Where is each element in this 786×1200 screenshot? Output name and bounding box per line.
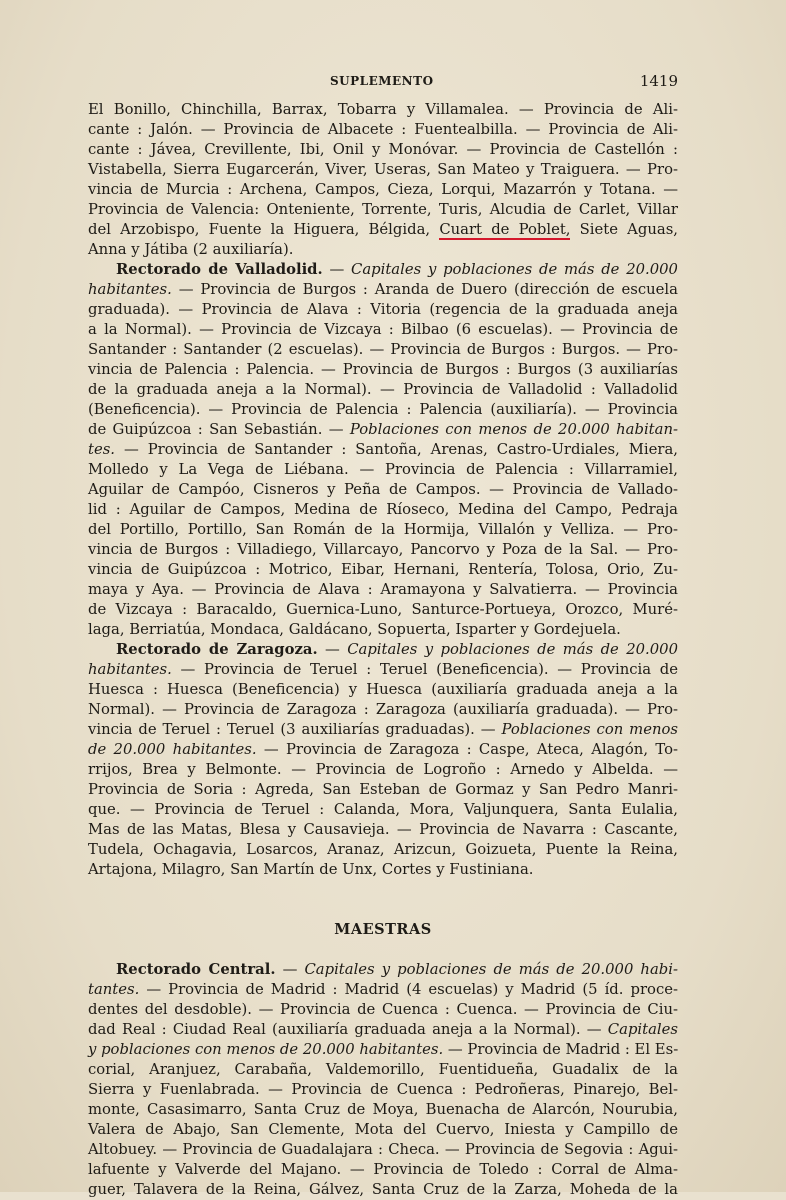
text-line: Sierra y Fuenlabrada. — Provincia de Cuenca : Pedroñeras, Pinarejo, Bel- bbox=[88, 1081, 678, 1098]
text-span: vincia de Teruel : Teruel (3 auxiliarías graduadas). — bbox=[88, 721, 502, 738]
text-span: — Provincia de Madrid : El Es- bbox=[443, 1041, 679, 1058]
text-line: monte, Casasimarro, Santa Cruz de Moya, Buenacha de Alarcón, Nourubia, bbox=[88, 1101, 678, 1118]
text-span: — bbox=[322, 261, 351, 278]
text-span: — Provincia de Zaragoza : Caspe, Ateca, Alagón, To- bbox=[256, 741, 679, 758]
italic-span: de 20.000 habitantes. bbox=[88, 741, 257, 758]
text-line bbox=[88, 660, 678, 680]
text-line bbox=[88, 1020, 678, 1040]
text-line bbox=[88, 420, 678, 440]
text-line: de Vizcaya : Baracaldo, Guernica-Luno, Santurce-Portueya, Orozco, Muré- bbox=[88, 601, 678, 618]
central-paragraph bbox=[88, 960, 678, 1200]
text-line: Santander : Santander (2 escuelas). — Provincia de Burgos : Burgos. — Pro- bbox=[88, 341, 678, 358]
italic-span: habitantes. bbox=[88, 281, 172, 298]
text-line: Provincia de Valencia: Onteniente, Torrente, Turis, Alcudia de Carlet, Villar bbox=[88, 201, 678, 218]
text-line: corial, Aranjuez, Carabaña, Valdemorillo, Fuentidueña, Guadalix de la bbox=[88, 1061, 678, 1078]
text-line: de la graduada aneja a la Normal). — Provincia de Valladolid : Valladolid bbox=[88, 381, 678, 398]
spacer bbox=[88, 940, 678, 960]
text-line: vincia de Murcia : Archena, Campos, Cieza, Lorqui, Mazarrón y Totana. — bbox=[88, 181, 678, 198]
italic-span: tantes. bbox=[88, 981, 140, 998]
intro-paragraph bbox=[88, 100, 678, 260]
text-line: graduada). — Provincia de Alava : Vitoria (regencia de la graduada aneja bbox=[88, 301, 678, 318]
running-title: SUPLEMENTO bbox=[330, 74, 434, 88]
text-line: vincia de Guipúzcoa : Motrico, Eibar, Hernani, Rentería, Tolosa, Orio, Zu- bbox=[88, 561, 678, 578]
text-line: vincia de Burgos : Villadiego, Villarcayo, Pancorvo y Poza de la Sal. — Pro- bbox=[88, 541, 678, 558]
section-heading-central: Rectorado Central. bbox=[116, 961, 276, 978]
text-line: Artajona, Milagro, San Martín de Unx, Cortes y Fustiniana. bbox=[88, 861, 534, 878]
text-span: — bbox=[275, 961, 305, 978]
text-span: dad Real : Ciudad Real (auxiliaría graduada aneja a la Normal). — bbox=[88, 1021, 608, 1038]
text-line: rrijos, Brea y Belmonte. — Provincia de Logroño : Arnedo y Albelda. — bbox=[88, 761, 678, 778]
text-line: El Bonillo, Chinchilla, Barrax, Tobarra y Villamalea. — Provincia de Ali- bbox=[88, 101, 678, 118]
maestras-title: MAESTRAS bbox=[334, 921, 432, 938]
text-line: guer, Talavera de la Reina, Gálvez, Santa Cruz de la Zarza, Moheda de la bbox=[88, 1181, 678, 1198]
text-line: Valera de Abajo, San Clemente, Mota del Cuervo, Iniesta y Campillo de bbox=[88, 1121, 678, 1138]
text-span: — Provincia de Madrid : Madrid (4 escuelas) y Madrid (5 íd. proce- bbox=[139, 981, 678, 998]
italic-span: Poblaciones con menos de 20.000 habitan- bbox=[349, 421, 678, 438]
italic-span: Capitales y poblaciones de más de 20.000 habi- bbox=[304, 961, 678, 978]
italic-span: Capitales y poblaciones de más de 20.000 bbox=[347, 641, 678, 658]
text-line: Provincia de Soria : Agreda, San Esteban de Gormaz y San Pedro Manri- bbox=[88, 781, 678, 798]
zaragoza-paragraph bbox=[88, 640, 678, 880]
text-line: Tudela, Ochagavia, Losarcos, Aranaz, Arizcun, Goizueta, Puente la Reina, bbox=[88, 841, 678, 858]
text-span: — Provincia de Teruel : Teruel (Beneficencia). — Provincia de bbox=[171, 661, 678, 678]
text-line bbox=[88, 980, 678, 1000]
text-line bbox=[88, 960, 678, 980]
spacer bbox=[88, 880, 678, 920]
text-span: — Provincia de Santander : Santoña, Arenas, Castro-Urdiales, Miera, bbox=[115, 441, 678, 458]
text-span: de Guipúzcoa : San Sebastián. — bbox=[88, 421, 350, 438]
text-line: lafuente y Valverde del Majano. — Provincia de Toledo : Corral de Alma- bbox=[88, 1161, 678, 1178]
text-line: del Portillo, Portillo, San Román de la Hormija, Villalón y Velliza. — Pro- bbox=[88, 521, 678, 538]
text-line: laga, Berriatúa, Mondaca, Galdácano, Sopuerta, Isparter y Gordejuela. bbox=[88, 621, 621, 638]
page-number: 1419 bbox=[639, 72, 678, 90]
text-line: vincia de Palencia : Palencia. — Provincia de Burgos : Burgos (3 auxiliarías bbox=[88, 361, 678, 378]
text-line bbox=[88, 1040, 678, 1060]
text-line: lid : Aguilar de Campos, Medina de Ríoseco, Medina del Campo, Pedraja bbox=[88, 501, 678, 518]
body-text bbox=[88, 100, 678, 1200]
text-line: Huesca : Huesca (Beneficencia) y Huesca (auxiliaría graduada aneja a la bbox=[88, 681, 678, 698]
text-line: Mas de las Matas, Blesa y Causavieja. — Provincia de Navarra : Cascante, bbox=[88, 821, 678, 838]
text-line bbox=[88, 260, 678, 280]
text-line: Normal). — Provincia de Zaragoza : Zaragoza (auxiliaría graduada). — Pro- bbox=[88, 701, 678, 718]
italic-span: Capitales y poblaciones de más de 20.000 bbox=[351, 261, 678, 278]
text-line: maya y Aya. — Provincia de Alava : Aramayona y Salvatierra. — Provincia bbox=[88, 581, 678, 598]
italic-span: Poblaciones con menos bbox=[501, 721, 678, 738]
italic-span: y poblaciones con menos de 20.000 habitantes. bbox=[88, 1041, 444, 1058]
valladolid-paragraph bbox=[88, 260, 678, 640]
text-span: — bbox=[317, 641, 348, 658]
text-line: (Beneficencia). — Provincia de Palencia : Palencia (auxiliaría). — Provincia bbox=[88, 401, 678, 418]
text-line: dentes del desdoble). — Provincia de Cuenca : Cuenca. — Provincia de Ciu- bbox=[88, 1001, 678, 1018]
text-line bbox=[88, 280, 678, 300]
text-line: cante : Jalón. — Provincia de Albacete : Fuentealbilla. — Provincia de Ali- bbox=[88, 121, 678, 138]
text-line bbox=[88, 740, 678, 760]
italic-span: Capitales bbox=[607, 1021, 678, 1038]
text-line: Altobuey. — Provincia de Guadalajara : Checa. — Provincia de Segovia : Agui- bbox=[88, 1141, 678, 1158]
text-line bbox=[88, 720, 678, 740]
text-line: Aguilar de Campóo, Cisneros y Peña de Campos. — Provincia de Vallado- bbox=[88, 481, 678, 498]
text-line bbox=[88, 640, 678, 660]
italic-span: habitantes. bbox=[88, 661, 172, 678]
page-header bbox=[88, 72, 678, 92]
underlined-town: Cuart de Poblet, bbox=[439, 221, 571, 238]
text-line bbox=[88, 220, 678, 240]
text-line: a la Normal). — Provincia de Vizcaya : Bilbao (6 escuelas). — Provincia de bbox=[88, 321, 678, 338]
text-line: Molledo y La Vega de Liébana. — Provincia de Palencia : Villarramiel, bbox=[88, 461, 678, 478]
text-line: cante : Jávea, Crevillente, Ibi, Onil y Monóvar. — Provincia de Castellón : bbox=[88, 141, 678, 158]
text-span: — Provincia de Burgos : Aranda de Duero (dirección de escuela bbox=[171, 281, 678, 298]
text-line: que. — Provincia de Teruel : Calanda, Mora, Valjunquera, Santa Eulalia, bbox=[88, 801, 678, 818]
text-span: del Arzobispo, Fuente la Higuera, Bélgida, bbox=[88, 221, 440, 238]
text-span: Siete Aguas, bbox=[570, 221, 678, 238]
text-line: Anna y Játiba (2 auxiliaría). bbox=[88, 241, 294, 258]
section-heading-valladolid: Rectorado de Valladolid. bbox=[116, 261, 323, 278]
italic-span: tes. bbox=[88, 441, 115, 458]
text-line: Vistabella, Sierra Eugarcerán, Viver, Useras, San Mateo y Traiguera. — Pro- bbox=[88, 161, 678, 178]
section-heading-zaragoza: Rectorado de Zaragoza. bbox=[116, 641, 318, 658]
text-line bbox=[88, 440, 678, 460]
